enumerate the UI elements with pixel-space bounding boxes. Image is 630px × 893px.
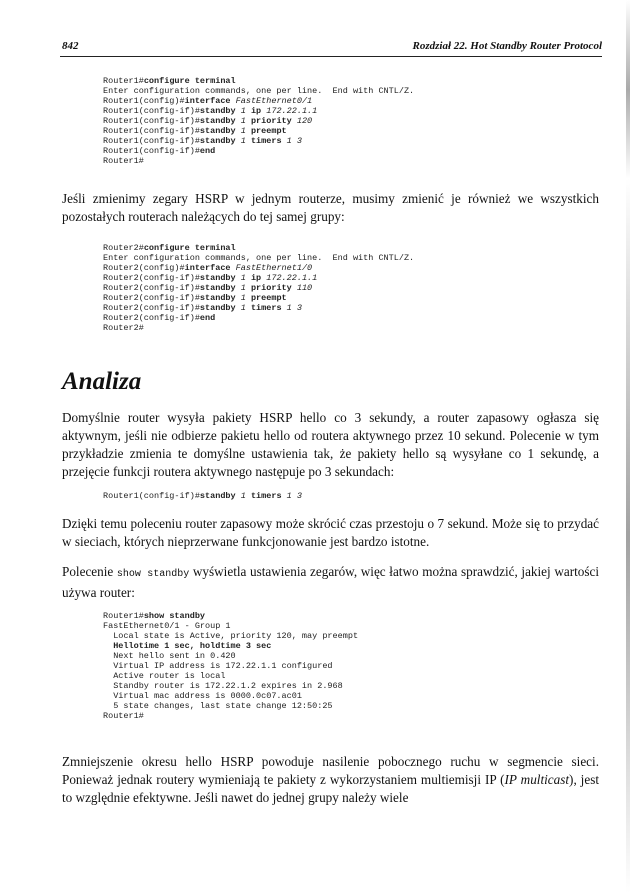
code-line — [103, 263, 312, 273]
code-segment: configure terminal — [143, 243, 236, 253]
code-segment: timers — [250, 136, 287, 146]
code-segment: show standby — [143, 611, 206, 621]
code-segment: Router1# — [103, 76, 144, 86]
code-segment: Router1# — [103, 711, 144, 721]
code-segment: Router1(config-if)# — [103, 116, 200, 126]
code-segment: 1 — [240, 116, 251, 126]
code-segment: standby — [199, 273, 241, 283]
code-segment: Router1(config-if)# — [103, 146, 200, 156]
code-line — [103, 116, 312, 126]
running-header-title: Rozdział 22. Hot Standby Router Protocol — [412, 40, 602, 52]
paragraph-show-standby — [62, 563, 599, 602]
ip-multicast-term: IP multicast — [504, 772, 570, 787]
paragraph-downtime: Dzięki temu poleceniu router zapasowy może skrócić czas przestoju o 7 sekund. Może się to przydać w sieciach, których nieprzerwane funkcjonowanie jest bardzo istotne. — [62, 516, 599, 549]
code-segment: priority — [250, 116, 297, 126]
code-segment: Enter configuration commands, one per line. End with CNTL/Z. — [103, 253, 415, 263]
code-line — [103, 631, 358, 641]
code-segment: Router2(config-if)# — [103, 313, 200, 323]
code-line — [103, 313, 215, 323]
code-line — [103, 323, 144, 333]
code-line — [103, 76, 236, 86]
code-line — [103, 293, 287, 303]
paragraph-default-timers: Domyślnie router wysyła pakiety HSRP hello co 3 sekundy, a router zapasowy ogłasza się aktywnym, jeśli nie odbierze pakietu hello od routera aktywnego przez 10 sekund. Polecenie w tym przykładzie zmienia te domyślne ustawienia tak, że pakiety hello są wysyłane co 1 sekundę, a przejęcie funkcji routera aktywnego następuje po 3 sekundach: — [62, 410, 599, 479]
code-segment: interface — [184, 96, 236, 106]
code-segment: FastEthernet1/0 — [235, 263, 313, 273]
code-segment: 1 3 — [286, 491, 302, 501]
page-number: 842 — [62, 40, 79, 52]
code-segment: interface — [184, 263, 236, 273]
code-line — [103, 253, 414, 263]
code-segment: Enter configuration commands, one per line. End with CNTL/Z. — [103, 86, 415, 96]
header-rule — [60, 56, 602, 57]
code-line — [103, 711, 144, 721]
section-heading: Analiza — [62, 368, 142, 395]
code-line — [103, 621, 231, 631]
code-segment: Router1(config-if)# — [103, 136, 200, 146]
paragraph-show-standby-after: wyświetla ustawienia zegarów, więc łatwo można sprawdzić, jakiej wartości używa router: — [62, 564, 600, 600]
code-segment: FastEthernet0/1 — [235, 96, 313, 106]
code-segment: end — [199, 313, 216, 323]
code-segment: standby — [199, 303, 241, 313]
code-line — [103, 641, 271, 651]
paragraph-show-standby-before: Polecenie — [62, 564, 117, 579]
code-segment: standby — [199, 136, 241, 146]
code-segment: Router2(config-if)# — [103, 273, 200, 283]
code-block-show-standby-output — [103, 611, 358, 721]
code-segment: 172.22.1.1 — [266, 106, 318, 116]
code-block-router1-config — [103, 76, 414, 166]
code-segment: configure terminal — [143, 76, 236, 86]
code-line — [103, 661, 333, 671]
code-line — [103, 86, 414, 96]
code-segment: Router2(config-if)# — [103, 283, 200, 293]
code-segment: 1 — [240, 293, 251, 303]
code-segment: 1 3 — [286, 303, 302, 313]
code-line — [103, 106, 317, 116]
code-segment: standby — [199, 491, 241, 501]
code-segment: 1 — [240, 136, 251, 146]
code-segment: timers — [250, 303, 287, 313]
code-segment: end — [199, 146, 216, 156]
code-line — [103, 651, 236, 661]
code-segment: 1 — [240, 273, 251, 283]
code-segment: preempt — [250, 126, 287, 136]
code-segment: 110 — [296, 283, 313, 293]
code-line — [103, 681, 343, 691]
code-segment: 172.22.1.1 — [266, 273, 318, 283]
code-segment: Next hello sent in 0.420 — [103, 651, 236, 661]
code-segment: Router2# — [103, 323, 144, 333]
code-segment: ip — [250, 273, 267, 283]
code-segment: Standby router is 172.22.1.2 expires in 2.968 — [103, 681, 343, 691]
code-segment: 1 — [240, 106, 251, 116]
code-segment: Router2# — [103, 243, 144, 253]
code-segment: standby — [199, 283, 241, 293]
code-segment: standby — [199, 293, 241, 303]
code-segment: Router1(config)# — [103, 96, 185, 106]
code-segment: Router1# — [103, 611, 144, 621]
code-segment: Router1(config-if)# — [103, 126, 200, 136]
paragraph-hello-traffic-after: ), jest to względnie efektywne. Jeśli nawet do jednej grupy należy wiele — [62, 772, 599, 805]
code-segment: 1 — [240, 491, 251, 501]
code-line — [103, 611, 205, 621]
code-line — [103, 303, 302, 313]
code-segment: 1 — [240, 283, 251, 293]
code-line — [103, 96, 312, 106]
code-segment: Router2(config-if)# — [103, 303, 200, 313]
code-segment: priority — [250, 283, 297, 293]
code-segment: FastEthernet0/1 - Group 1 — [103, 621, 231, 631]
code-segment: standby — [199, 116, 241, 126]
code-block-timers-command — [103, 491, 302, 501]
code-line — [103, 146, 215, 156]
code-segment: 5 state changes, last state change 12:50:25 — [103, 701, 333, 711]
code-segment: Router2(config-if)# — [103, 293, 200, 303]
code-segment: Virtual IP address is 172.22.1.1 configured — [103, 661, 333, 671]
paragraph-timers-all-routers: Jeśli zmienimy zegary HSRP w jednym routerze, musimy zmienić je również we wszystkich pozostałych routerach należących do tej samej grupy: — [62, 191, 599, 224]
code-segment: 120 — [296, 116, 313, 126]
code-segment: Hellotime 1 sec, holdtime 3 sec — [113, 641, 272, 651]
code-line — [103, 126, 287, 136]
code-segment: Router1(config-if)# — [103, 491, 200, 501]
code-line — [103, 671, 225, 681]
code-block-router2-config — [103, 243, 414, 333]
paragraph-hello-traffic — [62, 753, 599, 807]
paragraph-hello-traffic-before: Zmniejszenie okresu hello HSRP powoduje nasilenie pobocznego ruchu w segmencie sieci. Ponieważ jednak routery wymieniają te pakiety z wykorzystaniem multiemisji IP ( — [62, 754, 599, 787]
code-line — [103, 273, 317, 283]
code-line — [103, 283, 312, 293]
code-segment: Virtual mac address is 0000.0c07.ac01 — [103, 691, 302, 701]
code-segment: 1 — [240, 126, 251, 136]
code-segment: Router1(config-if)# — [103, 106, 200, 116]
code-segment: 1 3 — [286, 136, 302, 146]
scan-edge-shadow — [626, 0, 630, 893]
code-segment: standby — [199, 106, 241, 116]
code-segment: standby — [199, 126, 241, 136]
code-segment: Router2(config)# — [103, 263, 185, 273]
code-line — [103, 491, 302, 501]
code-segment: Local state is Active, priority 120, may preempt — [103, 631, 359, 641]
code-line — [103, 243, 236, 253]
code-segment: 1 — [240, 303, 251, 313]
code-line — [103, 156, 144, 166]
code-segment — [103, 641, 113, 651]
code-segment: Router1# — [103, 156, 144, 166]
code-line — [103, 136, 302, 146]
code-segment: preempt — [250, 293, 287, 303]
show-standby-command: show standby — [116, 569, 190, 580]
code-line — [103, 701, 333, 711]
code-segment: timers — [250, 491, 287, 501]
code-segment: ip — [250, 106, 267, 116]
code-line — [103, 691, 302, 701]
code-segment: Active router is local — [103, 671, 226, 681]
